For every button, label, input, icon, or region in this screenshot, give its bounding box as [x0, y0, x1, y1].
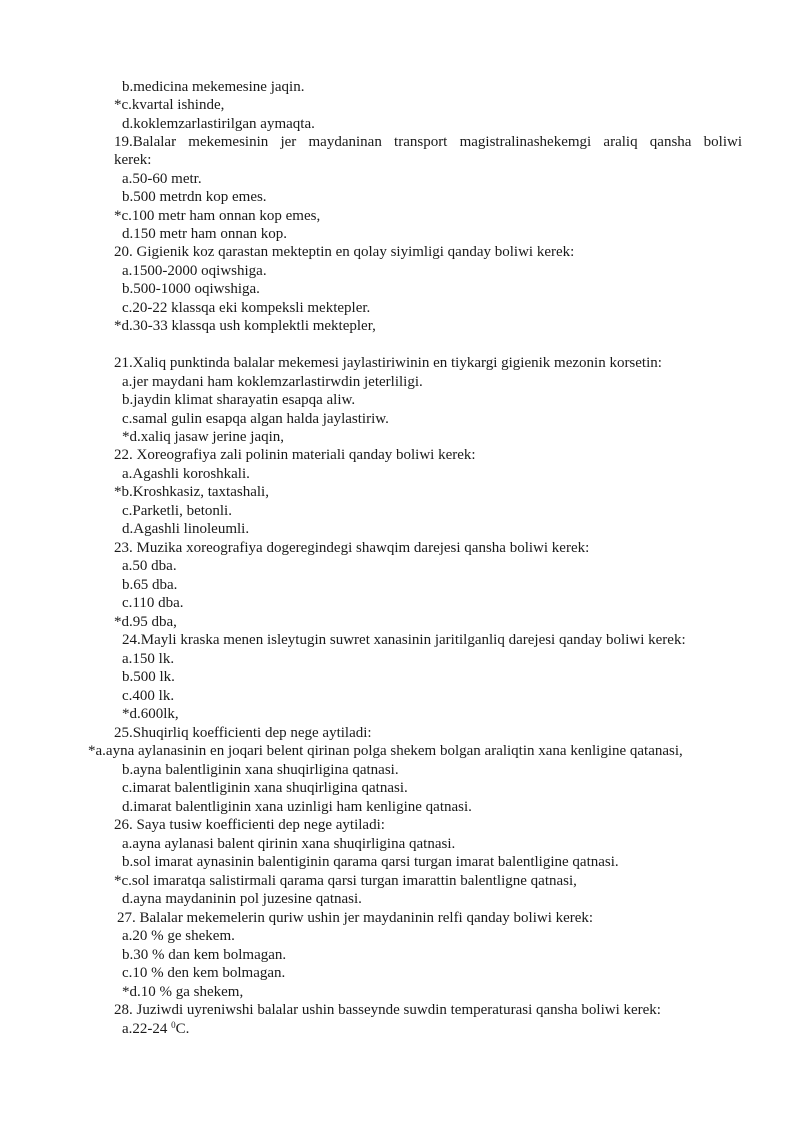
answer-line: c.10 % den kem bolmagan. — [122, 965, 286, 981]
answer-line: c.400 lk. — [122, 688, 175, 704]
answer-line: a.150 lk. — [122, 651, 175, 667]
answer-line: b.sol imarat aynasinin balentiginin qarama qarsi turgan imarat balentligine qatnasi. — [122, 854, 619, 870]
answer-line: d.150 metr ham onnan kop. — [122, 226, 287, 242]
question-line: 22. Xoreografiya zali polinin materiali qanday boliwi kerek: — [114, 447, 476, 463]
answer-line: d.Agashli linoleumli. — [122, 521, 250, 537]
question-line: 23. Muzika xoreografiya dogeregindegi shawqim darejesi qansha boliwi kerek: — [114, 540, 590, 556]
question-line: 27. Balalar mekemelerin quriw ushin jer maydaninin relfi qanday boliwi kerek: — [117, 910, 594, 926]
answer-line: a.ayna aylanasi balent qirinin xana shuqirligina qatnasi. — [122, 836, 456, 852]
answer-line: *c.kvartal ishinde, — [114, 97, 225, 113]
answer-line: *b.Kroshkasiz, taxtashali, — [114, 484, 269, 500]
answer-line: b.500 lk. — [122, 669, 175, 685]
answer-text: a.22-24 — [122, 1021, 172, 1037]
question-line: 28. Juziwdi uyreniwshi balalar ushin basseynde suwdin temperaturasi qansha boliwi kerek: — [114, 1002, 661, 1018]
answer-line: a.50 dba. — [122, 558, 177, 574]
answer-line: c.samal gulin esapqa algan halda jaylastiriw. — [122, 411, 389, 427]
answer-line: *c.sol imaratqa salistirmali qarama qarsi turgan imarattin balentligne qatnasi, — [114, 873, 577, 889]
answer-line: b.65 dba. — [122, 577, 178, 593]
answer-line: b.500-1000 oqiwshiga. — [122, 281, 260, 297]
answer-line: b.medicina mekemesine jaqin. — [122, 79, 305, 95]
question-line: 24.Mayli kraska menen isleytugin suwret xanasinin jaritilganliq darejesi qanday boliwi kerek: — [122, 632, 686, 648]
answer-line: a.1500-2000 oqiwshiga. — [122, 263, 267, 279]
answer-line: b.500 metrdn kop emes. — [122, 189, 267, 205]
question-line: 20. Gigienik koz qarastan mekteptin en qolay siyimligi qanday boliwi kerek: — [114, 244, 575, 260]
answer-line: *c.100 metr ham onnan kop emes, — [114, 208, 321, 224]
answer-line: *d.xaliq jasaw jerine jaqin, — [122, 429, 285, 445]
answer-line: a.20 % ge shekem. — [122, 928, 235, 944]
answer-line: c.20-22 klassqa eki kompeksli mektepler. — [122, 300, 371, 316]
answer-line: b.30 % dan kem bolmagan. — [122, 947, 287, 963]
answer-line: a.Agashli koroshkali. — [122, 466, 250, 482]
answer-line: a.50-60 metr. — [122, 171, 202, 187]
question-line: 25.Shuqirliq koefficienti dep nege aytiladi: — [114, 725, 372, 741]
answer-line: c.Parketli, betonli. — [122, 503, 232, 519]
answer-line: d.ayna maydaninin pol juzesine qatnasi. — [122, 891, 362, 907]
question-line: 26. Saya tusiw koefficienti dep nege aytiladi: — [114, 817, 385, 833]
answer-line: *d.10 % ga shekem, — [122, 984, 244, 1000]
unit-text: C. — [175, 1021, 190, 1037]
answer-line: c.imarat balentliginin xana shuqirligina qatnasi. — [122, 780, 408, 796]
answer-line: *d.30-33 klassqa ush komplektli mektepler, — [114, 318, 376, 334]
degree-superscript: 0 — [171, 1020, 176, 1030]
answer-line: *d.95 dba, — [114, 614, 177, 630]
answer-line: *d.600lk, — [122, 706, 179, 722]
answer-line — [122, 1020, 189, 1038]
answer-line: c.110 dba. — [122, 595, 184, 611]
question-line: 21.Xaliq punktinda balalar mekemesi jaylastiriwinin en tiykargi gigienik mezonin korsetin: — [114, 355, 662, 371]
answer-line: d.koklemzarlastirilgan aymaqta. — [122, 116, 315, 132]
answer-line: b.jaydin klimat sharayatin esapqa aliw. — [122, 392, 356, 408]
question-line: 19.Balalar mekemesinin jer maydaninan transport magistralinashekemgi araliq qansha boliwi — [114, 134, 742, 150]
answer-line: a.jer maydani ham koklemzarlastirwdin jeterliligi. — [122, 374, 423, 390]
answer-line: d.imarat balentliginin xana uzinligi ham kenligine qatnasi. — [122, 799, 472, 815]
question-line: kerek: — [114, 152, 152, 168]
answer-line: b.ayna balentliginin xana shuqirligina qatnasi. — [122, 762, 399, 778]
answer-line: *a.ayna aylanasinin en joqari belent qirinan polga shekem bolgan araliqtin xana kenligine qatanasi, — [88, 743, 683, 759]
